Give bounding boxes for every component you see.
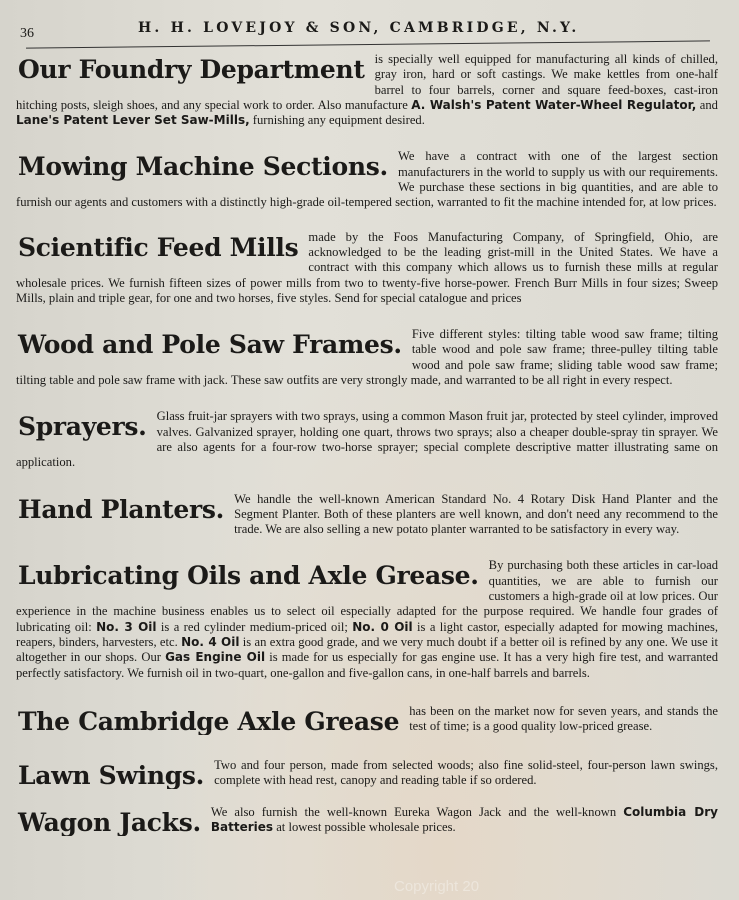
section-text: Five different styles: tilting table wood saw frame; tilting table wood and pole saw frame; three-pulley tilting table wood and pole saw frame; sliding table wood saw frame; tilting table and pole saw frame with jack. These saw outfits are very strongly made, and warranted to be all right in every respect. — [16, 327, 718, 388]
section-heading: Scientific Feed Mills — [18, 232, 299, 262]
catalog-section — [16, 409, 718, 470]
catalog-section — [16, 492, 718, 538]
section-heading: Sprayers. — [18, 412, 147, 442]
section-heading: Our Foundry Department — [18, 55, 365, 84]
page-number: 36 — [20, 26, 34, 41]
section-heading: Lubricating Oils and Axle Grease. — [18, 561, 479, 591]
catalog-section — [16, 327, 718, 388]
section-heading: Mowing Machine Sections. — [18, 152, 388, 182]
watermark: Copyright 20 — [394, 878, 480, 895]
section-text: is specially well equipped for manufacturing all kinds of chilled, gray iron, hard or soft castings. We make kettles from one-half barrel to four barrels, corner and square feed-boxes, cast-iron hitching posts, sleigh shoes, and any special work to order. Also manufacture — [16, 52, 718, 112]
section-text: made by the Foos Manufacturing Company, of Springfield, Ohio, are acknowledged to be the leading grist-mill in the United States. We have a contract with this company which allows us to furnish these mills at regular wholesale prices. We furnish fifteen sizes of power mills from two to twenty-five horse-power. French Burr Mills in four sizes; Sweep Mills, plain and triple gear, for one and two horses, five styles. Send for special catalogue and prices — [16, 229, 718, 305]
bold-product-name: No. 0 Oil — [352, 619, 413, 634]
catalog-section — [16, 704, 718, 735]
section-text: By purchasing both these articles in car-load quantities, we are able to furnish our customers a high-grade oil at low prices. Our experience in the machine business enables us to select oil especially adapted for the purpose required. We handle four grades of lubricating oil: — [16, 558, 718, 634]
section-text: is a light castor, especially adapted for mowing machines, reapers, binders, harvesters, etc. — [16, 619, 718, 649]
section-text: We have a contract with one of the largest section manufacturers in the world to supply us with our requirements. We purchase these sections in big quantities, and are able to furnish our agents and customers with a distinctly high-grade oil-tempered section, warranted to fit the machine intended for, at low prices. — [16, 149, 718, 210]
section-heading: The Cambridge Axle Grease — [18, 706, 400, 735]
catalog-section — [16, 758, 718, 789]
section-text: Two and four person, made from selected woods; also fine solid-steel, four-person lawn swings, complete with head rest, canopy and reading table if so ordered. — [214, 757, 718, 788]
catalog-section — [16, 230, 718, 306]
section-text: We also furnish the well-known Eureka Wagon Jack and the well-known — [210, 804, 624, 819]
section-text: is made for us especially for gas engine use. It has a very high fire test, and warranted perfectly satisfactory. We furnish oil in two-quart, one-gallon and five-gallon cans, in one-half barrels and barrels. — [16, 650, 718, 680]
bold-product-name: No. 4 Oil — [181, 634, 240, 649]
catalog-content — [16, 52, 718, 836]
section-heading: Wood and Pole Saw Frames. — [18, 330, 402, 360]
catalog-section — [16, 149, 718, 210]
section-text: is an extra good grade, and we very much doubt if a better oil is refined by any one. We use it altogether in our shops. Our — [16, 634, 718, 665]
bold-product-name: Gas Engine Oil — [165, 650, 266, 665]
running-title: H. H. LOVEJOY & SON, CAMBRIDGE, N.Y. — [138, 20, 580, 36]
section-text: has been on the market now for seven years, and stands the test of time; is a good quality low-priced grease. — [409, 703, 718, 734]
section-heading: Hand Planters. — [18, 494, 225, 524]
catalog-section — [16, 558, 718, 680]
section-text: furnishing any equipment desired. — [249, 113, 425, 128]
bold-product-name: Columbia Dry Batteries — [210, 804, 718, 835]
bold-product-name: Lane's Patent Lever Set Saw-Mills, — [16, 113, 250, 128]
header-rule — [26, 40, 710, 48]
section-text: and — [696, 97, 718, 112]
bold-product-name: No. 3 Oil — [96, 619, 157, 634]
section-heading: Wagon Jacks. — [18, 807, 201, 836]
section-text: at lowest possible wholesale prices. — [273, 820, 456, 835]
section-text: We handle the well-known American Standard No. 4 Rotary Disk Hand Planter and the Segment Planter. Both of these planters are well known, and don't need any recommend to the trade. We are also selling a new potato planter warranted to be satisfactory in every way. — [234, 491, 718, 537]
page-header — [20, 8, 710, 44]
catalog-section — [16, 805, 718, 836]
section-text: Glass fruit-jar sprayers with two sprays, using a common Mason fruit jar, protected by steel cylinder, improved valves. Galvanized sprayer, holding one quart, throws two sprays; also a cheaper double-spray tin sprayer. We are also agents for a four-row two-horse sprayer; special complete descriptive matter illustrating same on application. — [16, 409, 718, 470]
section-text: is a red cylinder medium-priced oil; — [156, 619, 353, 634]
bold-product-name: A. Walsh's Patent Water-Wheel Regulator, — [411, 97, 697, 112]
section-heading: Lawn Swings. — [18, 760, 205, 789]
catalog-section — [16, 52, 718, 128]
